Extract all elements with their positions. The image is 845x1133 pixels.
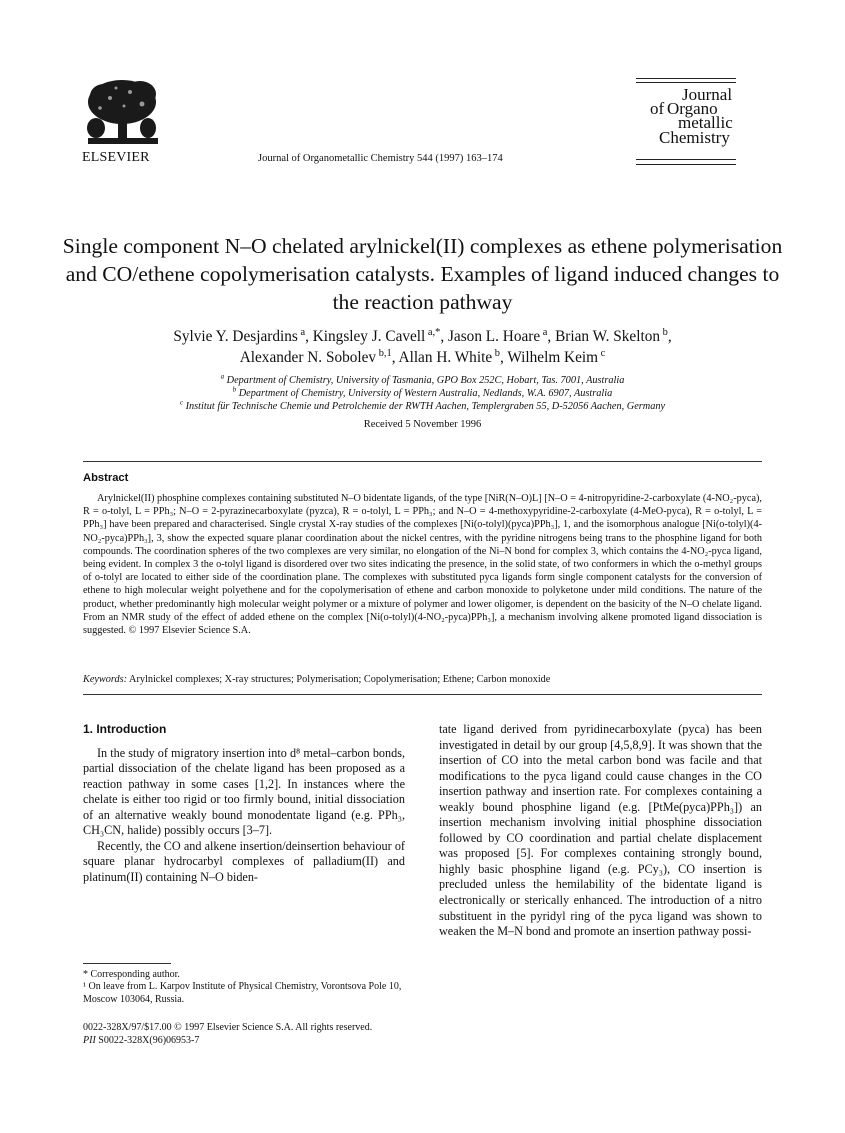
author-affil-mark: c xyxy=(600,347,606,359)
author-name: Sylvie Y. Desjardins xyxy=(173,328,298,345)
journal-citation: Journal of Organometallic Chemistry 544 (1997) 163–174 xyxy=(258,153,503,164)
pii-label: PII xyxy=(83,1035,96,1046)
author-name: Allan H. White xyxy=(398,349,493,366)
affiliation: $^b$ Department of Chemistry, University of Western Australia, Nedlands, W.A. 6907, Australia xyxy=(232,385,613,399)
publisher-name: ELSEVIER xyxy=(82,150,150,165)
journal-logo-word: Chemistry xyxy=(659,128,730,147)
author-list xyxy=(60,326,785,368)
journal-logo-word: Organo xyxy=(667,99,718,118)
keywords xyxy=(83,674,762,685)
author-line: Alexander N. Sobolev $^{b,1}$, Allan H. White $^b$, Wilhelm Keim $^c$ xyxy=(239,347,606,366)
section-heading: 1. Introduction xyxy=(83,722,167,736)
author-affil-mark: a xyxy=(542,326,548,338)
received-date: Received 5 November 1996 xyxy=(363,419,482,430)
affiliation: $^c$ Institut für Technische Chemie und Petrolchemie der RWTH Aachen, Templergraben 55, D-52056 Aachen, Germany xyxy=(179,398,666,412)
author-line: Sylvie Y. Desjardins $^a$, Kingsley J. Cavell $^{a,*}$, Jason L. Hoare $^a$, Brian W. Skelton $^b$, xyxy=(173,326,672,345)
abstract-text: Arylnickel(II) phosphine complexes containing substituted N–O bidentate ligands, of the type [NiR(N–O)L] [N–O = 4-nitropyridine-2-carboxylate (4-NO₂-pyca), R = o-tolyl, L = PPh₃; N–O = 2-pyrazinecarboxylate (pyzca), R = o-tolyl, L = PPh₃; and N–O = 4-methoxypyridine-2-carboxylate (4-MeO-pyca), R = o-tolyl, L = PPh₃] have been prepared and characterised. Single crystal X-ray studies of the complexes [Ni(o-tolyl)(pyca)PPh₃], 1, and the isomorphous analogue [Ni(o-tolyl)(4-NO₂-pyca)PPh₃], 3, show the expected square planar coordination about the nickel centres, with the pyridine nitrogens being trans to the phosphine ligand for both compounds. The coordination spheres of the two complexes are very similar, no elongation of the Ni–N bond for complex 3, which contains the 4-NO₂-pyca ligand, being evident. In complex 3 the o-tolyl ligand is disordered over two sites indicating the presence, in the solid state, of two conformers in which the o-methyl groups of o-tolyl are located to either side of the coordination plane. The complexes with substituted pyca ligands form single component catalysts for the conversion of ethene to high molecular weight polyethene and for the copolymerisation of ethene and carbon monoxide to polyketone under mild conditions. The nature of the product, whether predominantly high molecular weight polymer or a mixture of polymer and lower oligomer, is dependent on the basicity of the N–O chelate ligand. From an NMR study of the effect of added ethene on the complex [Ni(o-tolyl)(4-NO₂-pyca)PPh₃], a mechanism involving alkene promoted ligand dissociation is suggested. © 1997 Elsevier Science S.A. xyxy=(83,493,762,637)
divider xyxy=(83,461,762,462)
author-name: Wilhelm Keim xyxy=(507,349,599,366)
footnote: * Corresponding author. xyxy=(83,969,180,980)
copyright-block xyxy=(83,1021,503,1047)
author-affil-mark: a xyxy=(300,326,306,338)
affiliation: $^a$ Department of Chemistry, University of Tasmania, GPO Box 252C, Hobart, Tas. 7001, Australia xyxy=(220,372,625,386)
author-name: Brian W. Skelton xyxy=(555,328,661,345)
journal-logo-word: of xyxy=(650,99,665,118)
copyright-line: 0022-328X/97/$17.00 © 1997 Elsevier Science S.A. All rights reserved. xyxy=(83,1022,373,1033)
author-affil-mark: b xyxy=(494,347,500,359)
paragraph: tate ligand derived from pyridinecarboxylate (pyca) has been investigated in detail by our group [4,5,8,9]. It was shown that the insertion of CO into the metal carbon bond was facile and that modifications to the pyca ligand could cause changes in the CO insertion pathway and insertion rate. For complexes containing a weakly bound phosphine ligand (e.g. [PtMe(pyca)PPh₃]) an insertion mechanism involving initial phosphine dissociation followed by CO coordination and partial chelate displacement was proposed [5]. For complexes containing strongly bound, highly basic phosphine ligand (e.g. PCy₃), CO insertion is precluded unless the hemilability of the bidentate ligand is electronically or sterically enhanced. The introduction of a nitro substituent in the pyridyl ring of the pyca ligand was shown to weaken the M–N bond and promote an insertion pathway possi- xyxy=(439,722,762,939)
journal-logo-rule xyxy=(636,82,736,83)
paragraph: Recently, the CO and alkene insertion/deinsertion behaviour of square planar hydrocarbyl complexes of palladium(II) and platinum(II) containing N–O biden- xyxy=(83,838,405,884)
author-affil-mark: a,* xyxy=(427,326,441,338)
author-name: Kingsley J. Cavell xyxy=(312,328,426,345)
journal-logo-word: Journal xyxy=(682,85,733,104)
keywords-text: Arylnickel complexes; X-ray structures; Polymerisation; Copolymerisation; Ethene; Carbon monoxide xyxy=(129,674,551,685)
pii-line xyxy=(83,1034,503,1047)
footnote: ¹ On leave from L. Karpov Institute of Physical Chemistry, Vorontsova Pole 10, Moscow 103064, Russia. xyxy=(83,981,402,1005)
left-column xyxy=(83,722,405,885)
author-name: Alexander N. Sobolev xyxy=(239,349,377,366)
keywords-label: Keywords: xyxy=(83,674,128,685)
right-column xyxy=(439,722,762,940)
journal-logo xyxy=(636,78,736,176)
journal-logo-rule xyxy=(636,164,736,165)
pii-value: S0022-328X(96)06953-7 xyxy=(98,1035,200,1046)
paragraph: In the study of migratory insertion into d⁸ metal–carbon bonds, partial dissociation of the chelate ligand has been proposed as a reaction pathway in some cases [1,2]. In instances where the chelate is either too rigid or too firmly bound, initial dissociation of an alternative weakly bound monodentate ligand (e.g. PPh₃, CH₃CN, halide) possibly occurs [3–7]. xyxy=(83,745,405,838)
footnote-divider xyxy=(83,963,171,964)
article-title: Single component N–O chelated arylnickel(II) complexes as ethene polymerisation and CO/ethene copolymerisation catalysts. Examples of ligand induced changes to the reaction pathway xyxy=(62,234,783,314)
author-affil-mark: b,1 xyxy=(378,347,392,359)
divider xyxy=(83,694,762,695)
journal-logo-word: metallic xyxy=(678,113,733,132)
author-affil-mark: b xyxy=(662,326,668,338)
journal-logo-rule xyxy=(636,159,736,160)
elsevier-tree-logo-icon xyxy=(80,76,164,150)
abstract-heading: Abstract xyxy=(83,472,129,484)
footnotes xyxy=(83,969,405,1006)
affiliation-list xyxy=(60,374,785,413)
author-name: Jason L. Hoare xyxy=(447,328,541,345)
journal-logo-rule xyxy=(636,78,736,79)
